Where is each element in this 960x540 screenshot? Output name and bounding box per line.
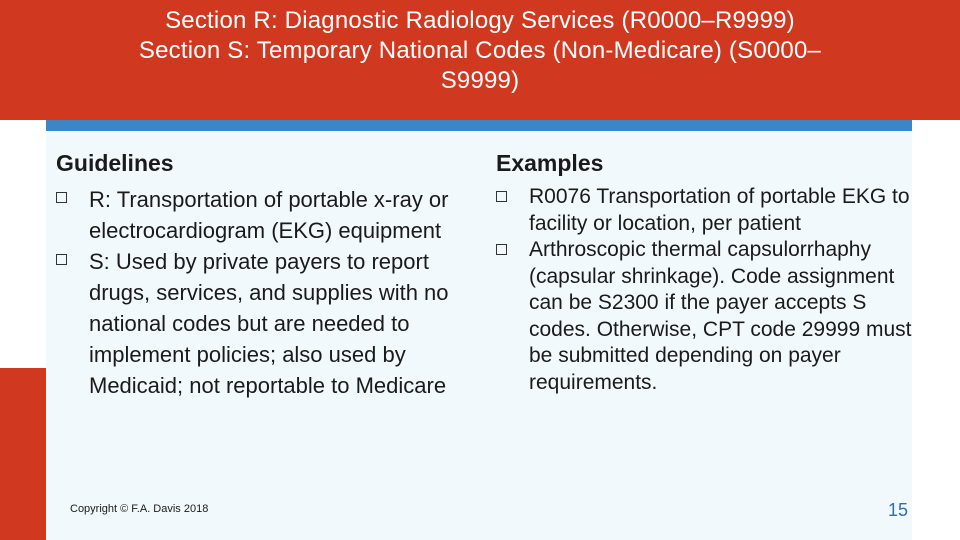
accent-rule: [46, 120, 912, 131]
example-text: Arthroscopic thermal capsulorrhaphy (capsular shrinkage). Code assignment can be S2300 if the payer accepts S codes. Otherwise, CPT code 29999 must be submitted depending on payer requirements.: [529, 238, 912, 394]
copyright-notice: Copyright © F.A. Davis 2018: [70, 503, 209, 515]
list-item: [56, 246, 476, 401]
list-item: [496, 184, 912, 237]
hollow-square-bullet-icon: [496, 244, 507, 255]
examples-list: [496, 184, 912, 396]
guideline-text: R: Transportation of portable x-ray or electrocardiogram (EKG) equipment: [89, 187, 449, 243]
examples-column: [496, 148, 912, 396]
list-item: [496, 237, 912, 396]
page-number: 15: [887, 500, 908, 520]
example-text: R0076 Transportation of portable EKG to facility or location, per patient: [529, 185, 910, 235]
hollow-square-bullet-icon: [496, 191, 507, 202]
title-line-2: Section S: Temporary National Codes (Non-Medicare) (S0000–: [138, 37, 822, 64]
hollow-square-bullet-icon: [56, 254, 67, 265]
guidelines-list: [56, 184, 476, 401]
guidelines-column: [56, 148, 476, 401]
slide-title: [20, 6, 940, 96]
title-line-1: Section R: Diagnostic Radiology Services (R0000–R9999): [165, 7, 795, 34]
examples-heading: Examples: [496, 150, 604, 176]
hollow-square-bullet-icon: [56, 192, 67, 203]
left-accent-block: [0, 368, 46, 540]
list-item: [56, 184, 476, 246]
guideline-text: S: Used by private payers to report drugs, services, and supplies with no national codes but are needed to implement policies; also used by Medicaid; not reportable to Medicare: [89, 249, 449, 398]
title-line-3: S9999): [440, 67, 520, 94]
guidelines-heading: Guidelines: [56, 150, 174, 176]
